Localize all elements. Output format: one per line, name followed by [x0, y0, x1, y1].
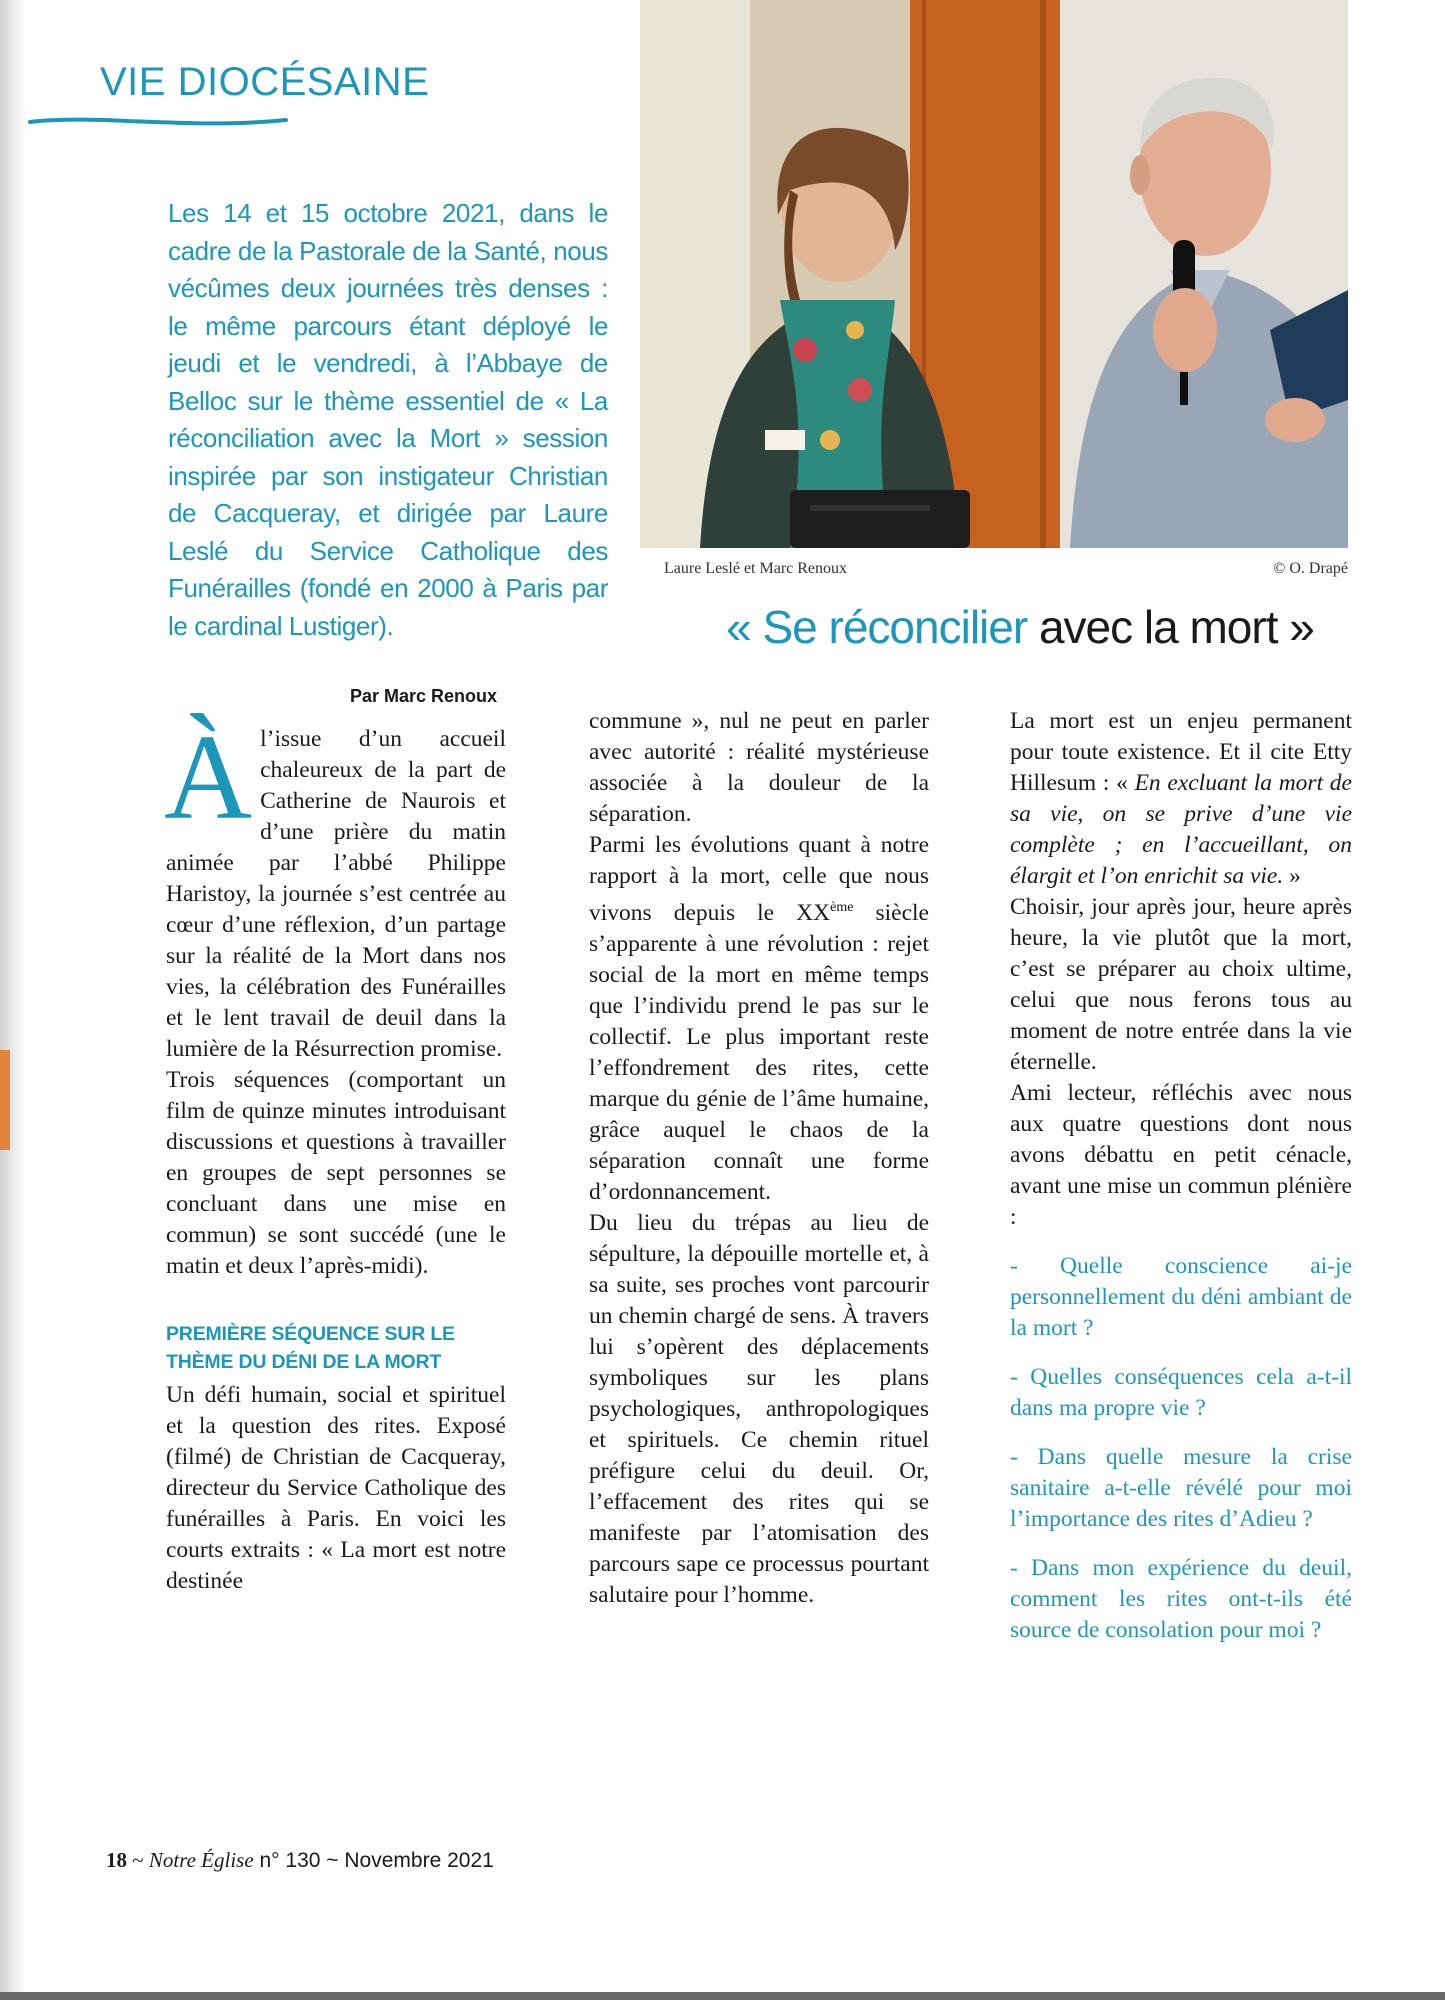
column2-paragraph-2-start: Parmi les évolutions quant à notre rapport à la mort, celle que nous vivons depuis le XX: [589, 832, 929, 926]
page-footer: [106, 1848, 494, 1873]
event-photo: [640, 0, 1348, 548]
column2-paragraph-2-end: siècle s’apparente à une révolution : rejet social de la mort en même temps que l’individu prend le pas sur le collectif. Le plus important reste l’effondrement des rites, cette marque du génie de l’âme humaine, grâce auquel le chaos de la séparation connaît une forme d’ordonnancement.: [589, 899, 929, 1205]
column3-paragraph-3: Ami lecteur, réfléchis avec nous aux quatre questions dont nous avons débattu en petit cénacle, avant une mise un commun plénière :: [1010, 1080, 1352, 1230]
section-title: VIE DIOCÉSAINE: [100, 60, 430, 104]
column2-paragraph-1: commune », nul ne peut en parler avec autorité : réalité mystérieuse associée à la douleur de la séparation.: [589, 708, 929, 827]
lead-paragraph: Les 14 et 15 octobre 2021, dans le cadre de la Pastorale de la Santé, nous vécûmes deux journées très denses : le même parcours étant déployé le jeudi et le vendredi, à l’Abbaye de Belloc sur le thème essentiel de « La réconciliation avec la Mort » session inspirée par son instigateur Christian de Cacqueray, et dirigée par Laure Leslé du Service Catholique des Funérailles (fondé en 2000 à Paris par le cardinal Lustiger).: [168, 198, 608, 641]
question-item: - Quelle conscience ai-je personnellement du déni ambiant de la mort ?: [1010, 1253, 1352, 1341]
article-column-3: [1010, 706, 1352, 1664]
headline-part-1: « Se réconcilier: [726, 601, 1028, 653]
page-number: 18: [106, 1848, 127, 1872]
column2-paragraph-3: Du lieu du trépas au lieu de sépulture, la dépouille mortelle et, à sa suite, ses proches vont parcourir un chemin chargé de sens. À travers lui s’opèrent des déplacements symboliques sur les plans psychologiques, anthropologiques et spirituels. Ce chemin rituel préfigure celui du deuil. Or, l’effacement des rites qui se manifeste par l’atomisation des parcours sape ce processus pourtant salutaire pour l’homme.: [589, 1209, 929, 1608]
column1-paragraph-3: Un défi humain, social et spirituel et la question des rites. Exposé (filmé) de Christian de Cacqueray, directeur du Service Catholique des funérailles à Paris. En voici les courts extraits : « La mort est notre destinée: [166, 1382, 506, 1594]
issue-info: n° 130 ~ Novembre 2021: [253, 1849, 494, 1872]
magazine-name: Notre Église: [148, 1848, 254, 1872]
photo-credit: © O. Drapé: [1273, 560, 1348, 577]
hillesum-quote: En excluant la mort de sa vie, on se prive d’une vie complète ; en l’accueillant, on élargit et l’on enrichit sa vie.: [1010, 770, 1352, 889]
column3-paragraph-1: [1010, 706, 1352, 892]
scan-edge: [0, 0, 26, 2000]
section-subheading: PREMIÈRE SÉQUENCE SUR LE THÈME DU DÉNI DE LA MORT: [166, 1323, 455, 1373]
scan-bottom-edge: [0, 1992, 1445, 2000]
section-swoosh-decoration: [28, 110, 288, 132]
article-column-2: [589, 706, 929, 1611]
column2-paragraph-2: [589, 830, 929, 1208]
superscript-eme: ème: [830, 900, 854, 915]
question-item: - Dans mon expérience du deuil, comment les rites ont-t-ils été source de consolation pour moi ?: [1010, 1555, 1352, 1643]
orange-page-tab: [0, 1050, 10, 1150]
column1-paragraph-1: [164, 710, 506, 1065]
dropcap: À: [164, 710, 253, 845]
column3-paragraph-2: Choisir, jour après jour, heure après heure, la vie plutôt que la mort, c’est se préparer au choix ultime, celui que nous ferons tous au moment de notre entrée dans la vie éternelle.: [1010, 894, 1352, 1075]
article-column-1: [164, 710, 506, 1597]
column3-quote-intro: La mort est un enjeu permanent pour toute existence. Et il cite Etty Hillesum : «: [1010, 708, 1352, 796]
question-item: - Dans quelle mesure la crise sanitaire a-t-elle révélé pour moi l’importance des rites d’Adieu ?: [1010, 1444, 1352, 1532]
footer-separator: ~: [127, 1848, 149, 1872]
column1-paragraph-1-text: l’issue d’un accueil chaleureux de la part de Catherine de Naurois et d’une prière du matin animée par l’abbé Philippe Haristoy, la journée s’est centrée au cœur d’une réflexion, d’un partage sur la réalité de la Mort dans nos vies, la célébration des Funérailles et le lent travail de deuil dans la lumière de la Résurrection promise.: [166, 726, 506, 1062]
photo-caption: Laure Leslé et Marc Renoux: [664, 560, 848, 577]
question-list: [1010, 1251, 1352, 1646]
byline: Par Marc Renoux: [350, 686, 498, 706]
question-item: - Quelles conséquences cela a-t-il dans ma propre vie ?: [1010, 1364, 1352, 1421]
headline-part-2: avec la mort »: [1038, 601, 1314, 653]
column3-quote-close: »: [1283, 863, 1301, 889]
article-headline: [690, 600, 1350, 654]
photo-illustration: [640, 0, 1348, 548]
column1-paragraph-2: Trois séquences (comportant un film de quinze minutes introduisant discussions et questions à travailler en groupes de sept personnes se concluant dans une mise en commun) se sont succédé (une le matin et deux l’après-midi).: [166, 1067, 506, 1279]
